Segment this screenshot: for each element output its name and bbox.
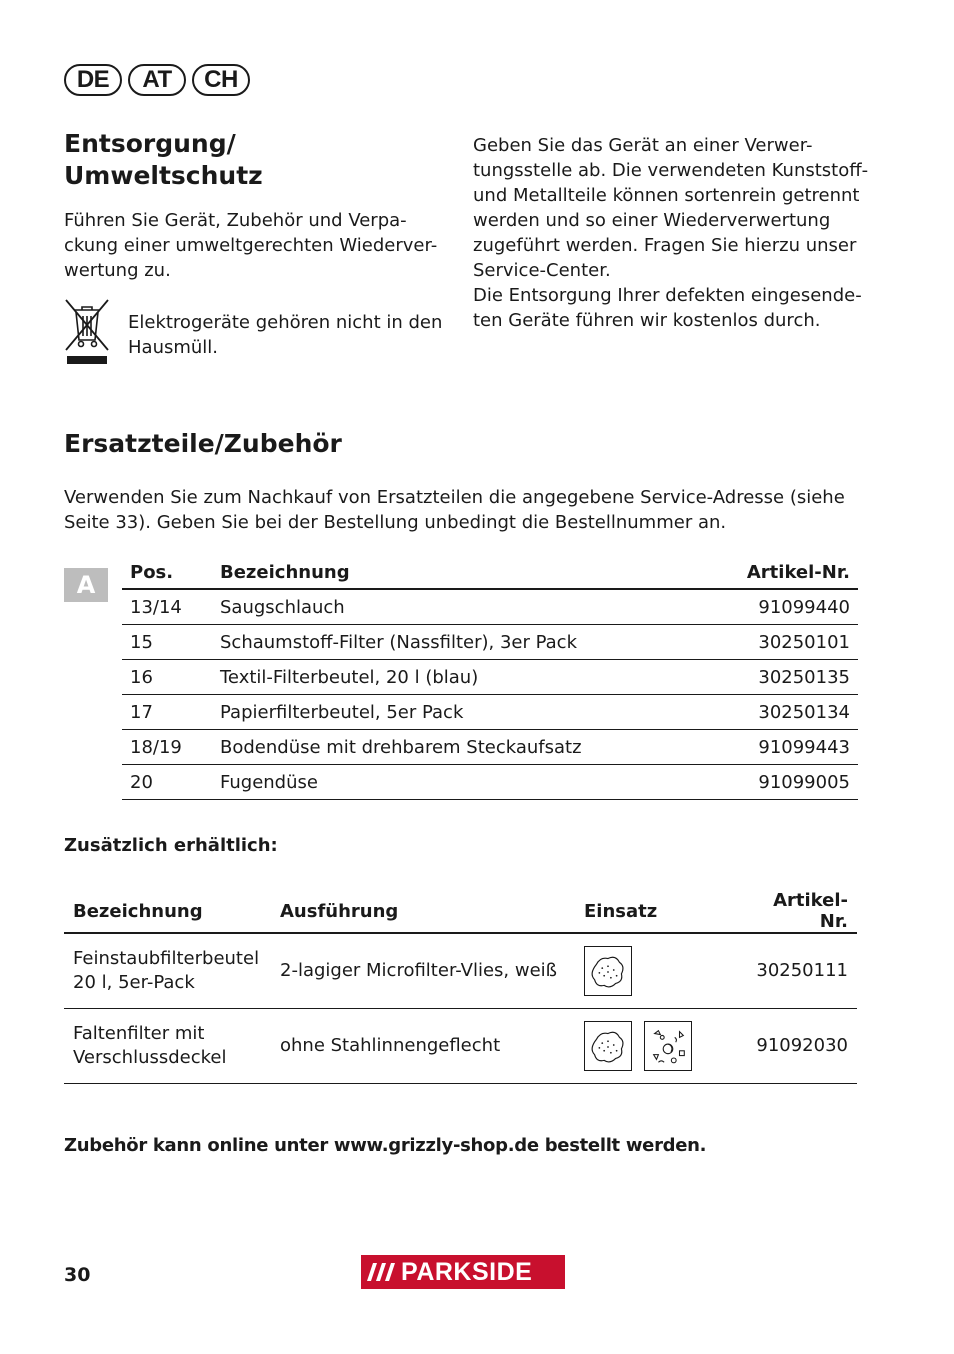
- col-einsatz: Einsatz: [584, 890, 744, 933]
- col-pos: Pos.: [122, 556, 220, 589]
- table-row: [122, 695, 858, 730]
- cell-number: 30250134: [708, 695, 858, 730]
- cell-type: ohne Stahlinnengeflecht: [271, 1009, 584, 1084]
- cell-number: 91099440: [708, 589, 858, 625]
- cell-name: Bodendüse mit drehbarem Steckaufsatz: [220, 730, 708, 765]
- cell-name: Saugschlauch: [220, 589, 708, 625]
- cell-usage: [584, 933, 744, 1009]
- cell-usage: [584, 1009, 744, 1084]
- cell-name: Textil-Filterbeutel, 20 l (blau): [220, 660, 708, 695]
- weee-text: Elektrogeräte gehören nicht in den Hausmüll.: [128, 312, 443, 358]
- spare-parts-intro: Verwenden Sie zum Nachkauf von Ersatzteilen die angegebene Service-Adresse (siehe Seite 33). Geben Sie bei der Bestellung unbedingt die Bestellnummer an.: [64, 487, 845, 533]
- cell-pos: 13/14: [122, 589, 220, 625]
- table-row: [122, 589, 858, 625]
- disposal-title: [64, 128, 444, 192]
- cell-pos: 15: [122, 625, 220, 660]
- table-row: [122, 730, 858, 765]
- brand-name: PARKSIDE: [401, 1257, 533, 1286]
- table-row: [64, 933, 857, 1009]
- cell-number: 30250135: [708, 660, 858, 695]
- cell-name: Fugendüse: [220, 765, 708, 800]
- brand-stripes-icon: [361, 1255, 401, 1289]
- cell-name: Faltenfilter mit Verschlussdeckel: [64, 1009, 271, 1084]
- cell-number: 30250101: [708, 625, 858, 660]
- table-row: [64, 1009, 857, 1084]
- language-badges: [64, 64, 250, 96]
- cell-type: 2-lagiger Microfilter-Vlies, weiß: [271, 933, 584, 1009]
- additional-table: [64, 890, 857, 1084]
- shop-note: Zubehör kann online unter www.grizzly-shop.de bestellt werden.: [64, 1135, 707, 1156]
- cell-name: Papierfilterbeutel, 5er Pack: [220, 695, 708, 730]
- table-header-row: [64, 890, 857, 933]
- table-row: [122, 660, 858, 695]
- cell-pos: 17: [122, 695, 220, 730]
- brand-logo: [361, 1255, 565, 1289]
- col-artikel-nr: Artikel-Nr.: [744, 890, 857, 933]
- cell-number: 91099443: [708, 730, 858, 765]
- cell-pos: 20: [122, 765, 220, 800]
- cell-name: Feinstaubfilterbeutel 20 l, 5er-Pack: [64, 933, 271, 1009]
- cell-pos: 18/19: [122, 730, 220, 765]
- col-bezeichnung: Bezeichnung: [64, 890, 271, 933]
- weee-crossed-bin-icon: [64, 298, 110, 366]
- disposal-intro: Führen Sie Gerät, Zubehör und Verpa- ckung einer umweltgerechten Wiederver- wertung zu.: [64, 210, 438, 281]
- spare-parts-title: Ersatzteile/Zubehör: [64, 429, 342, 458]
- lang-badge-de: DE: [64, 64, 122, 96]
- cell-pos: 16: [122, 660, 220, 695]
- figure-label-a: A: [64, 568, 108, 602]
- lang-badge-ch: CH: [192, 64, 250, 96]
- page-number: 30: [64, 1264, 91, 1286]
- additional-title: Zusätzlich erhältlich:: [64, 835, 278, 856]
- debris-icon: [644, 1021, 692, 1071]
- dust-icon: [584, 1021, 632, 1071]
- spare-parts-table: [122, 556, 858, 800]
- cell-number: 91092030: [744, 1009, 857, 1084]
- disposal-title-line2: Umweltschutz: [64, 161, 263, 190]
- dust-icon: [584, 946, 632, 996]
- col-bezeichnung: Bezeichnung: [220, 556, 708, 589]
- col-artikel-nr: Artikel-Nr.: [708, 556, 858, 589]
- table-row: [122, 765, 858, 800]
- col-ausfuehrung: Ausführung: [271, 890, 584, 933]
- table-row: [122, 625, 858, 660]
- disposal-title-line1: Entsorgung/: [64, 129, 236, 158]
- table-header-row: [122, 556, 858, 589]
- cell-name: Schaumstoff-Filter (Nassfilter), 3er Pack: [220, 625, 708, 660]
- lang-badge-at: AT: [128, 64, 186, 96]
- cell-number: 91099005: [708, 765, 858, 800]
- disposal-right-text: Geben Sie das Gerät an einer Verwer- tungsstelle ab. Die verwendeten Kunststoff- und Metallteile können sortenrein getrennt werden und so einer Wiederverwertung zugeführt werden. Fragen Sie hierzu unser Service-Center. Die Entsorgung Ihrer defekten eingesende- ten Geräte führen wir kostenlos durch.: [473, 135, 869, 331]
- cell-number: 30250111: [744, 933, 857, 1009]
